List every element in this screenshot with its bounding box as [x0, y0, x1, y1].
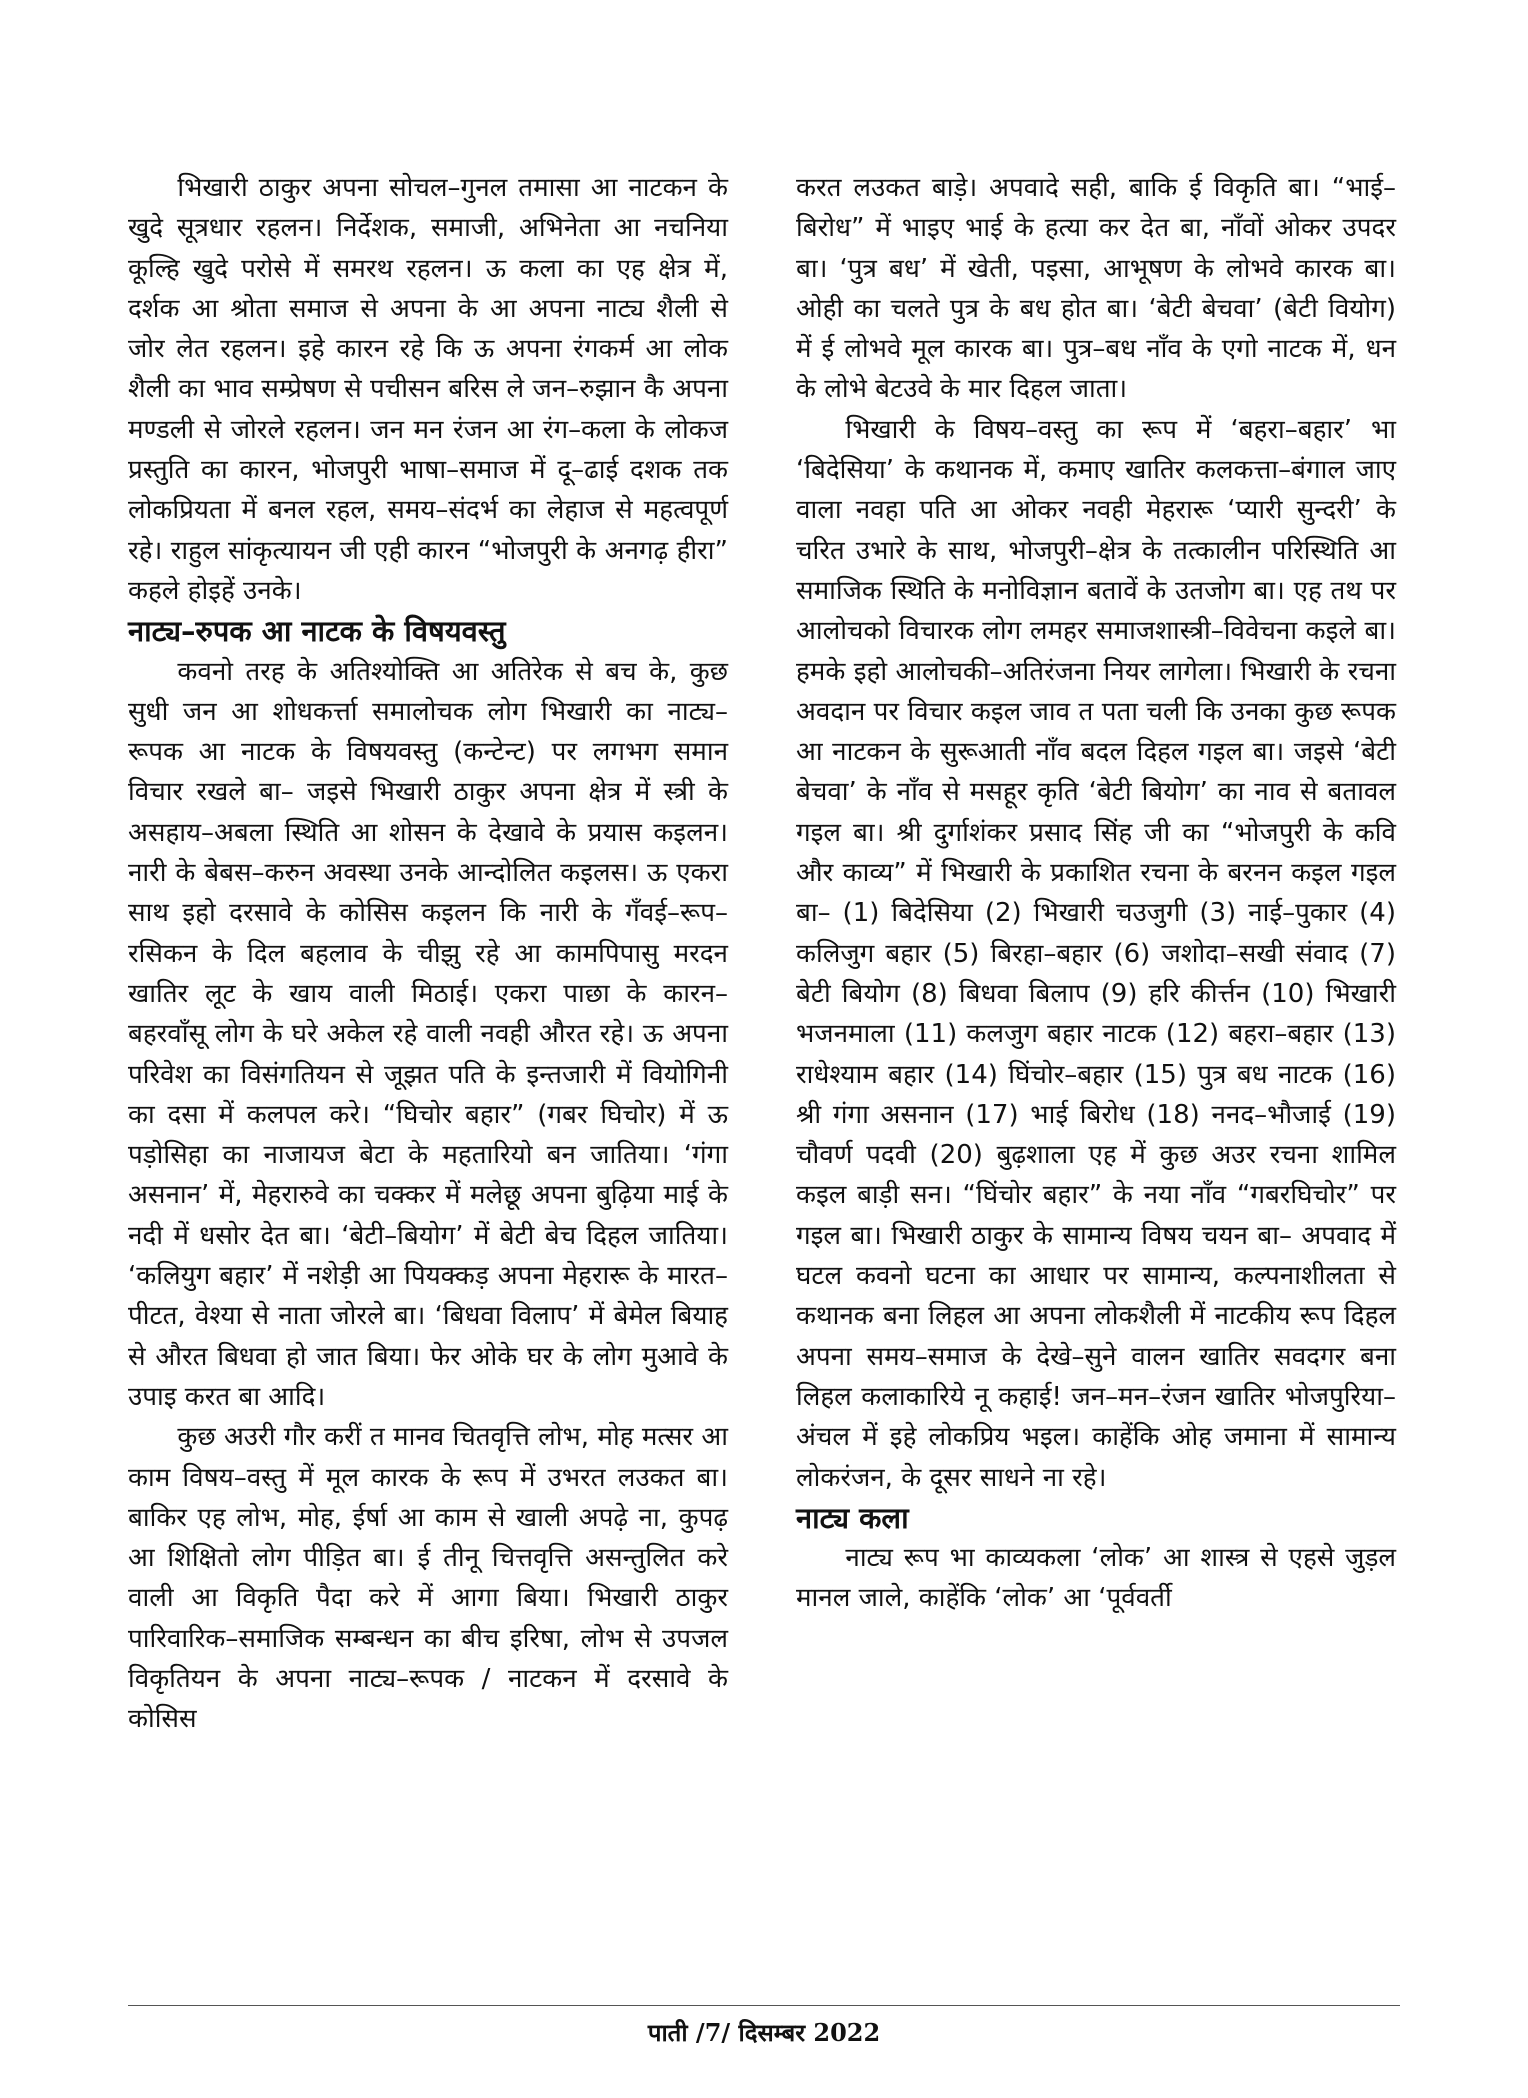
left-column [128, 168, 728, 1740]
paragraph: भिखारी ठाकुर अपना सोचल–गुनल तमासा आ नाटकन के खुदे सूत्रधार रहलन। निर्देशक, समाजी, अभिनेता आ नचनिया कूल्हि खुदे परोसे में समरथ रहलन। ऊ कला का एह क्षेत्र में, दर्शक आ श्रोता समाज से अपना के आ अपना नाट्य शैली से जोर लेत रहलन। इहे कारन रहे कि ऊ अपना रंगकर्म आ लोक शैली का भाव सम्प्रेषण से पचीसन बरिस ले जन–रुझान कै अपना मण्डली से जोरले रहलन। जन मन रंजन आ रंग–कला के लोकज प्रस्तुति का कारन, भोजपुरी भाषा–समाज में दू–ढाई दशक तक लोकप्रियता में बनल रहल, समय–संदर्भ का लेहाज से महत्वपूर्ण रहे। राहुल सांकृत्यायन जी एही कारन “भोजपुरी के अनगढ़ हीरा” कहले होइहें उनके। [128, 173, 728, 606]
paragraph: कवनो तरह के अतिश्योक्ति आ अतिरेक से बच के, कुछ सुधी जन आ शोधकर्त्ता समालोचक लोग भिखारी का नाट्य–रूपक आ नाटक के विषयवस्तु (कन्टेन्ट) पर लगभग समान विचार रखले बा– जइसे भिखारी ठाकुर अपना क्षेत्र में स्त्री के असहाय–अबला स्थिति आ शोसन के देखावे के प्रयास कइलन। नारी के बेबस–करुन अवस्था उनके आन्दोलित कइलस। ऊ एकरा साथ इहो दरसावे के कोसिस कइलन कि नारी के गँवई–रूप–रसिकन के दिल बहलाव के चीझु रहे आ कामपिपासु मरदन खातिर लूट के खाय वाली मिठाई। एकरा पाछा के कारन–बहरवाँसू लोग के घरे अकेल रहे वाली नवही औरत रहे। ऊ अपना परिवेश का विसंगतियन से जूझत पति के इन्तजारी में वियोगिनी का दसा में कलपल करे। “घिचोर बहार” (गबर घिचोर) में ऊ पड़ोसिहा का नाजायज बेटा के महतारियो बन जातिया। ‘गंगा असनान’ में, मेहरारुवे का चक्कर में मलेछू अपना बुढ़िया माई के नदी में धसोर देत बा। ‘बेटी–बियोग’ में बेटी बेच दिहल जातिया। ‘कलियुग बहार’ में नशेड़ी आ पियक्कड़ अपना मेहरारू के मारत–पीटत, वेश्या से नाता जोरले बा। ‘बिधवा विलाप’ में बेमेल बियाह से औरत बिधवा हो जात बिया। फेर ओके घर के लोग मुआवे के उपाइ करत बा आदि। [128, 656, 728, 1412]
right-column [796, 168, 1396, 1619]
paragraph-continued: करत लउकत बाड़े। अपवादे सही, बाकि ई विकृति बा। “भाई–बिरोध” में भाइए भाई के हत्या कर देत बा, नाँवों ओकर उपदर बा। ‘पुत्र बध’ में खेती, पइसा, आभूषण के लोभवे कारक बा। ओही का चलते पुत्र के बध होत बा। ‘बेटी बेचवा’ (बेटी वियोग) में ई लोभवे मूल कारक बा। पुत्र–बध नाँव के एगो नाटक में, धन के लोभे बेटउवे के मार दिहल जाता। [796, 173, 1396, 405]
section-heading: नाट्य कला [796, 1500, 909, 1535]
paragraph: भिखारी के विषय–वस्तु का रूप में ‘बहरा–बहार’ भा ‘बिदेसिया’ के कथानक में, कमाए खातिर कलकत्ता–बंगाल जाए वाला नवहा पति आ ओकर नवही मेहरारू ‘प्यारी सुन्दरी’ के चरित उभारे के साथ, भोजपुरी–क्षेत्र के तत्कालीन परिस्थिति आ समाजिक स्थिति के मनोविज्ञान बतावें के उतजोग बा। एह तथ पर आलोचको विचारक लोग लमहर समाजशास्त्री–विवेचना कइले बा। हमके इहो आलोचकी–अतिरंजना नियर लागेला। भिखारी के रचना अवदान पर विचार कइल जाव त पता चली कि उनका कुछ रूपक आ नाटकन के सुरूआती नाँव बदल दिहल गइल बा। जइसे ‘बेटी बेचवा’ के नाँव से मसहूर कृति ‘बेटी बियोग’ का नाव से बतावल गइल बा। श्री दुर्गाशंकर प्रसाद सिंह जी का “भोजपुरी के कवि और काव्य” में भिखारी के प्रकाशित रचना के बरनन कइल गइल बा– (1) बिदेसिया (2) भिखारी चउजुगी (3) नाई–पुकार (4) कलिजुग बहार (5) बिरहा–बहार (6) जशोदा–सखी संवाद (7) बेटी बियोग (8) बिधवा बिलाप (9) हरि कीर्त्तन (10) भिखारी भजनमाला (11) कलजुग बहार नाटक (12) बहरा–बहार (13) राधेश्याम बहार (14) घिंचोर–बहार (15) पुत्र बध नाटक (16) श्री गंगा असनान (17) भाई बिरोध (18) ननद–भौजाई (19) चौवर्ण पदवी (20) बुढ़शाला एह में कुछ अउर रचना शामिल कइल बाड़ी सन। “घिंचोर बहार” के नया नाँव “गबरघिचोर” पर गइल बा। भिखारी ठाकुर के सामान्य विषय चयन बा– अपवाद में घटल कवनो घटना का आधार पर सामान्य, कल्पनाशीलता से कथानक बना लिहल आ अपना लोकशैली में नाटकीय रूप दिहल अपना समय–समाज के देखे–सुने वालन खातिर सवदगर बना लिहल कलाकारिये नू कहाई! जन–मन–रंजन खातिर भोजपुरिया–अंचल में इहे लोकप्रिय भइल। काहेंकि ओह जमाना में सामान्य लोकरंजन, के दूसर साधने ना रहे। [796, 414, 1396, 1493]
footer-divider [128, 2005, 1400, 2006]
paragraph: कुछ अउरी गौर करीं त मानव चितवृत्ति लोभ, मोह मत्सर आ काम विषय–वस्तु में मूल कारक के रूप में उभरत लउकत बा। बाकिर एह लोभ, मोह, ईर्षा आ काम से खाली अपढ़े ना, कुपढ़ आ शिक्षितो लोग पीड़ित बा। ई तीनू चित्तवृत्ति असन्तुलित करे वाली आ विकृति पैदा करे में आगा बिया। भिखारी ठाकुर पारिवारिक–समाजिक सम्बन्धन का बीच इरिषा, लोभ से उपजल विकृतियन के अपना नाट्य–रूपक / नाटकन में दरसावे के कोसिस [128, 1422, 728, 1735]
paragraph: नाट्य रूप भा काव्यकला ‘लोक’ आ शास्त्र से एहसे जुड़ल मानल जाले, काहेंकि ‘लोक’ आ ‘पूर्ववर्ती [796, 1543, 1396, 1614]
section-heading: नाट्य–रुपक आ नाटक के विषयवस्तु [128, 614, 506, 649]
page-footer: पाती /7/ दिसम्बर 2022 [647, 2018, 881, 2047]
